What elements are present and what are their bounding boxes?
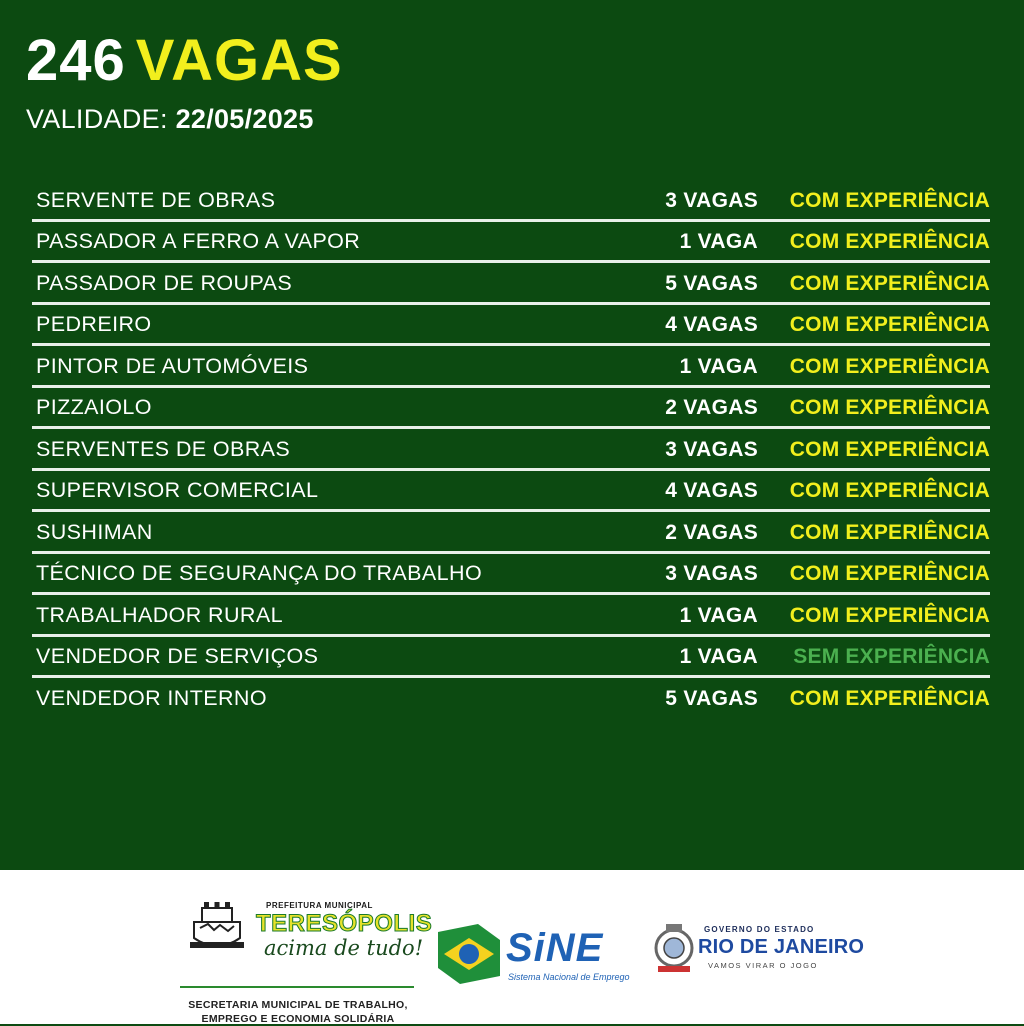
job-count: 3 VAGAS <box>665 562 758 585</box>
city-name: TERESÓPOLIS <box>256 910 433 937</box>
job-count: 4 VAGAS <box>665 479 758 502</box>
job-experience: COM EXPERIÊNCIA <box>789 479 990 502</box>
job-title: PEDREIRO <box>36 312 152 336</box>
state-seal-icon <box>652 922 696 976</box>
job-count: 1 VAGA <box>679 645 758 668</box>
job-count: 4 VAGAS <box>665 313 758 336</box>
city-crest-icon <box>188 898 246 956</box>
secretaria-line-2: EMPREGO E ECONOMIA SOLIDÁRIA <box>201 1013 395 1025</box>
validity-label: VALIDADE: <box>26 104 168 134</box>
job-count: 3 VAGAS <box>665 188 758 212</box>
gov-label: GOVERNO DO ESTADO <box>704 925 815 934</box>
job-experience: SEM EXPERIÊNCIA <box>793 645 990 668</box>
job-row <box>32 637 990 679</box>
job-row <box>32 305 990 347</box>
job-experience: COM EXPERIÊNCIA <box>789 271 990 295</box>
rio-logo <box>652 920 865 980</box>
job-count: 3 VAGAS <box>665 437 758 461</box>
sine-logo <box>438 924 638 994</box>
job-title: SUPERVISOR COMERCIAL <box>36 478 319 502</box>
job-row <box>32 678 990 720</box>
validity <box>26 104 314 135</box>
job-title: PIZZAIOLO <box>36 395 152 419</box>
sine-brand: SiNE <box>506 926 604 970</box>
job-title: SUSHIMAN <box>36 519 153 544</box>
brazil-flag-icon <box>438 924 500 984</box>
job-title: PINTOR DE AUTOMÓVEIS <box>36 353 309 378</box>
job-experience: COM EXPERIÊNCIA <box>789 562 990 585</box>
job-experience: COM EXPERIÊNCIA <box>789 520 990 544</box>
job-experience: COM EXPERIÊNCIA <box>789 603 990 627</box>
job-row <box>32 471 990 513</box>
headline <box>26 26 343 96</box>
job-count: 1 VAGA <box>679 230 758 253</box>
vacancy-word: VAGAS <box>135 28 343 93</box>
job-experience: COM EXPERIÊNCIA <box>789 437 990 461</box>
job-row <box>32 222 990 264</box>
job-experience: COM EXPERIÊNCIA <box>789 188 990 212</box>
job-count: 5 VAGAS <box>665 686 758 710</box>
footer <box>0 870 1024 1024</box>
job-title: SERVENTE DE OBRAS <box>36 187 276 212</box>
job-count: 5 VAGAS <box>665 271 758 295</box>
job-title: PASSADOR DE ROUPAS <box>36 270 293 295</box>
job-row <box>32 346 990 388</box>
job-title: TÉCNICO DE SEGURANÇA DO TRABALHO <box>36 561 483 585</box>
job-count: 1 VAGA <box>679 354 758 378</box>
job-title: PASSADOR A FERRO A VAPOR <box>36 229 361 253</box>
job-experience: COM EXPERIÊNCIA <box>789 354 990 378</box>
state-name: RIO DE JANEIRO <box>698 936 865 958</box>
job-count: 2 VAGAS <box>665 520 758 544</box>
job-title: VENDEDOR INTERNO <box>36 685 267 710</box>
job-experience: COM EXPERIÊNCIA <box>789 686 990 710</box>
job-list <box>32 180 990 720</box>
job-row <box>32 512 990 554</box>
job-title: TRABALHADOR RURAL <box>36 602 283 627</box>
prefeitura-label: PREFEITURA MUNICIPAL <box>266 901 373 910</box>
job-experience: COM EXPERIÊNCIA <box>789 230 990 253</box>
job-row <box>32 429 990 471</box>
sine-subtitle: Sistema Nacional de Emprego <box>508 972 630 982</box>
vacancy-total: 246 <box>26 28 126 93</box>
job-row <box>32 388 990 430</box>
job-experience: COM EXPERIÊNCIA <box>789 313 990 336</box>
logo-divider <box>180 986 414 988</box>
job-row <box>32 263 990 305</box>
secretaria-label <box>180 998 416 1026</box>
state-tagline: VAMOS VIRAR O JOGO <box>708 961 818 970</box>
city-slogan: acima de tudo! <box>264 936 424 960</box>
job-title: VENDEDOR DE SERVIÇOS <box>36 644 319 668</box>
job-experience: COM EXPERIÊNCIA <box>789 396 990 419</box>
secretaria-line-1: SECRETARIA MUNICIPAL DE TRABALHO, <box>188 999 408 1011</box>
teresopolis-logo <box>180 898 433 1025</box>
validity-date: 22/05/2025 <box>175 104 314 134</box>
job-count: 1 VAGA <box>679 603 758 627</box>
job-count: 2 VAGAS <box>665 396 758 419</box>
job-row <box>32 554 990 596</box>
job-row <box>32 180 990 222</box>
job-title: SERVENTES DE OBRAS <box>36 436 291 461</box>
job-row <box>32 595 990 637</box>
